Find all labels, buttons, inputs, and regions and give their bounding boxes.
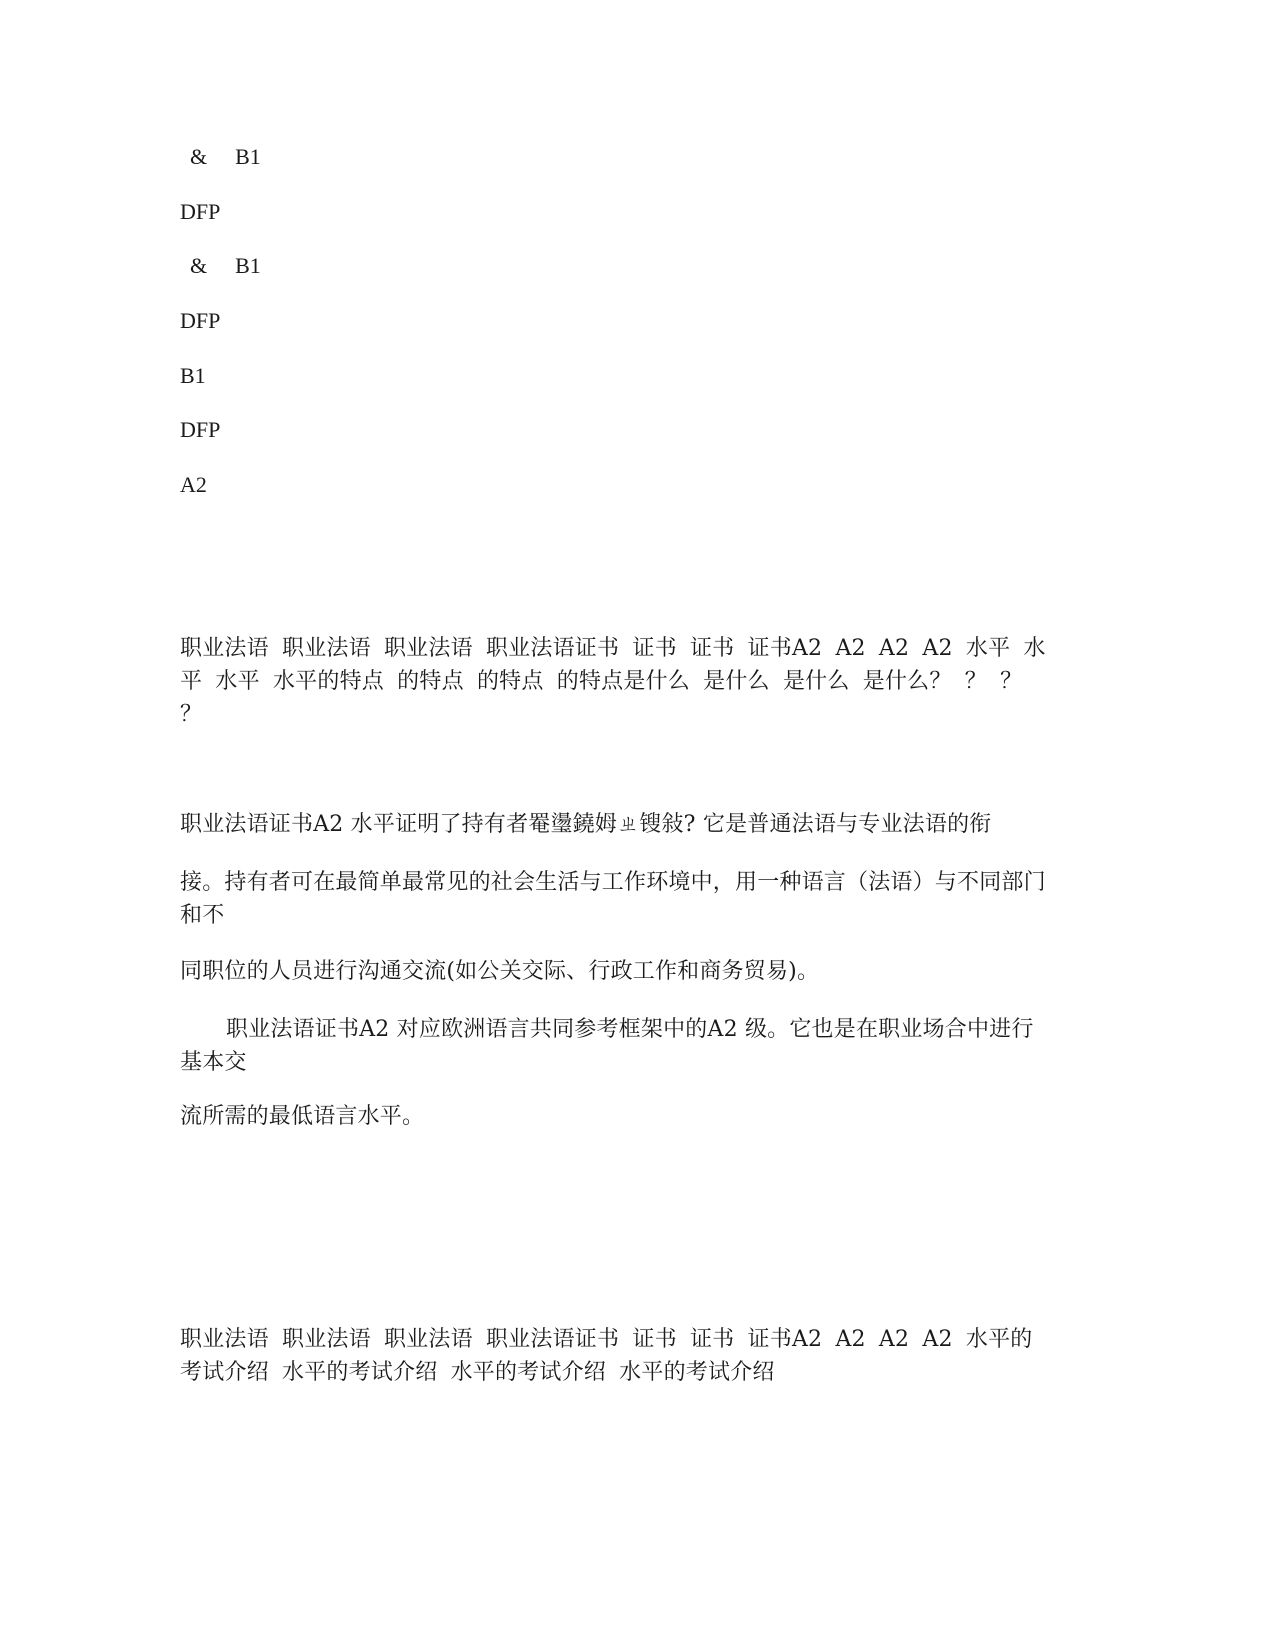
fragment-line <box>180 416 220 444</box>
section-heading-exam-intro: 职业法语 职业法语 职业法语 职业法语证书 证书 证书 证书A2 A2 A2 A2 水平的考试介绍 水平的考试介绍 水平的考试介绍 水平的考试介绍 <box>180 1327 1033 1385</box>
fragment-line <box>180 471 207 499</box>
fragment-text: B1 <box>180 363 206 388</box>
fragment-line <box>180 252 261 280</box>
fragment-text: DFP <box>180 199 221 224</box>
body-paragraph: 职业法语证书A2 水平证明了持有者罨璗鐃姆ㄓ锼敍? 它是普通法语与专业法语的衔 <box>180 812 992 837</box>
body-paragraph: 接。持有者可在最简单最常见的社会生活与工作环境中，用一种语言（法语）与不同部门和不 <box>180 870 1046 928</box>
body-paragraph: 职业法语证书A2 对应欧洲语言共同参考框架中的A2 级。它也是在职业场合中进行基本交 <box>180 1017 1034 1075</box>
fragment-text: & <box>190 144 208 169</box>
fragment-text: DFP <box>180 308 221 333</box>
fragment-line <box>180 307 220 335</box>
fragment-text: B1 <box>235 144 261 169</box>
body-paragraph: 同职位的人员进行沟通交流(如公关交际、行政工作和商务贸易)。 <box>180 959 820 984</box>
fragment-text: B1 <box>235 253 261 278</box>
fragment-line <box>180 198 220 226</box>
fragment-text: & <box>190 253 208 278</box>
fragment-text: DFP <box>180 417 221 442</box>
fragment-text: A2 <box>180 472 207 497</box>
body-paragraph: 流所需的最低语言水平。 <box>180 1104 425 1129</box>
fragment-line <box>180 362 206 390</box>
section-heading-features: 职业法语 职业法语 职业法语 职业法语证书 证书 证书 证书A2 A2 A2 A2 水平 水平 水平 水平的特点 的特点 的特点 的特点是什么 是什么 是什么 是什么？ ？ ？ ？ <box>180 636 1046 727</box>
fragment-line <box>180 143 261 171</box>
